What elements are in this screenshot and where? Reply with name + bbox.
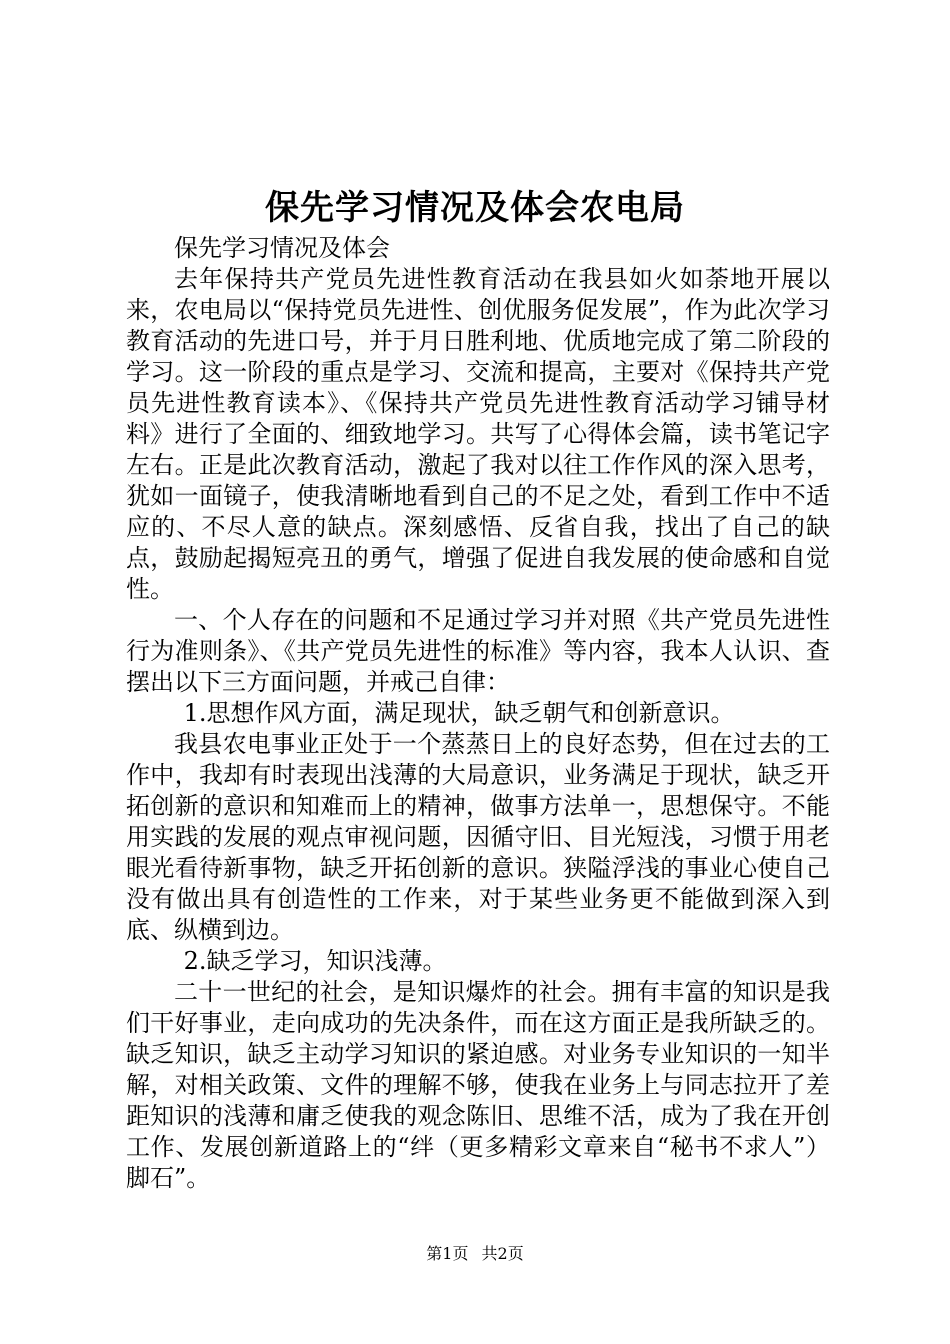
point-two-paragraph: 二十一世纪的社会，是知识爆炸的社会。拥有丰富的知识是我们干好事业，走向成功的先决条件，而在这方面正是我所缺乏的。缺乏知识，缺乏主动学习知识的紧迫感。对业务专业知识的一知半解，对相关政策、文件的理解不够，使我在业务上与同志拉开了差距知识的浅薄和庸乏使我的观念陈旧、思维不活，成为了我在开创工作、发展创新道路上的“绊（更多精彩文章来自“秘书不求人”）脚石”。	[126, 978, 830, 1192]
point-one-heading: 1.思想作风方面，满足现状，缺乏朝气和创新意识。	[183, 699, 735, 727]
point-two-heading: 2.缺乏学习，知识浅薄。	[183, 947, 447, 975]
document-title: 保先学习情况及体会农电局	[265, 188, 685, 228]
page-footer	[0, 1243, 950, 1265]
intro-paragraph: 去年保持共产党员先进性教育活动在我县如火如荼地开展以来，农电局以“保持党员先进性、创优服务促发展”，作为此次学习教育活动的先进口号，并于月日胜利地、优质地完成了第二阶段的学习。这一阶段的重点是学习、交流和提高，主要对《保持共产党员先进性教育读本》、《保持共产党员先进性教育活动学习铺导材料》进行了全面的、细致地学习。共写了心得体会篇，读书笔记字左右。正是此次教育活动，激起了我对以往工作作风的深入思考，犹如一面镜子，使我清晰地看到自己的不足之处，看到工作中不适应的、不尽人意的缺点。深刻感悟、反省自我，找出了自己的缺点，鼓励起揭短亮丑的勇气，增强了促进自我发展的使命感和自觉性。	[126, 265, 830, 603]
page-total: 共2页	[481, 1244, 524, 1263]
point-one-paragraph: 我县农电事业正处于一个蒸蒸日上的良好态势，但在过去的工作中，我却有时表现出浅薄的大局意识，业务满足于现状，缺乏开拓创新的意识和知难而上的精神，做事方法单一，思想保守。不能用实践的发展的观点审视问题，因循守旧、目光短浅，习惯于用老眼光看待新事物，缺乏开拓创新的意识。狭隘浮浅的事业心使自己没有做出具有创造性的工作来，对于某些业务更不能做到深入到底、纵横到边。	[126, 730, 830, 944]
subtitle-paragraph: 保先学习情况及体会	[174, 234, 390, 262]
section-one-paragraph: 一、个人存在的问题和不足通过学习并对照《共产党员先进性行为准则条》、《共产党员先进性的标准》等内容，我本人认识、查摆出以下三方面问题，并戒己自律：	[126, 606, 830, 696]
page-current: 第1页	[426, 1244, 469, 1263]
document-body	[126, 233, 830, 1194]
